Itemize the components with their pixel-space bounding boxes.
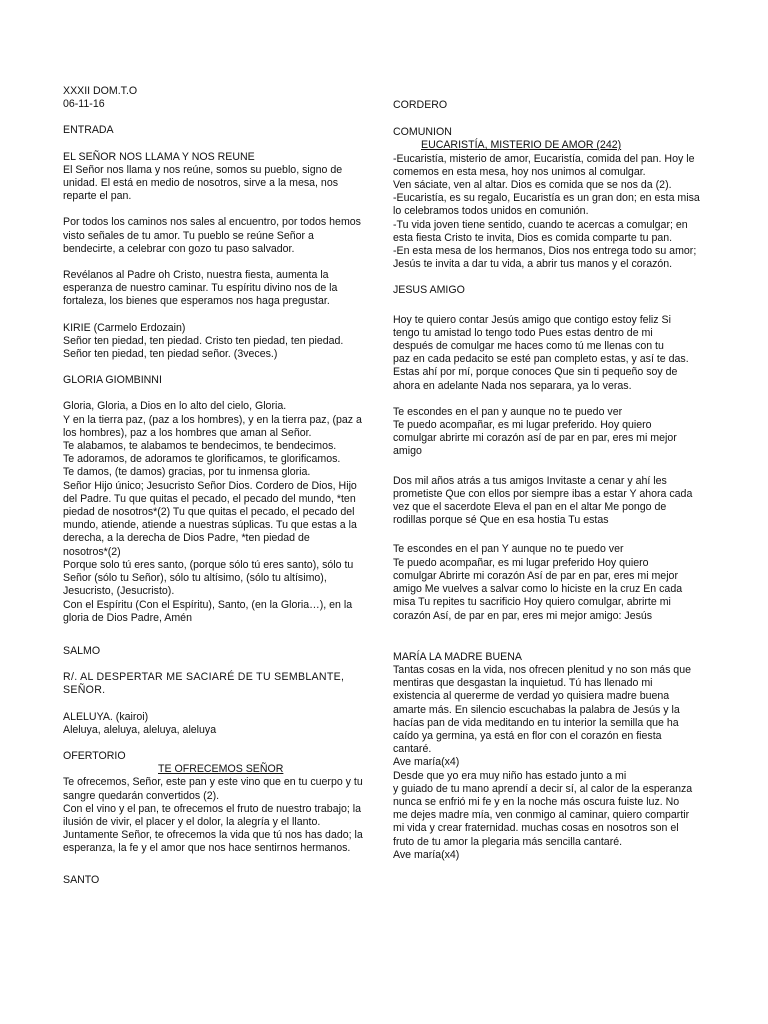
salmo-response: R/. AL DESPERTAR ME SACIARÉ DE TU SEMBLANTE,: [63, 671, 345, 684]
section-ofertorio: [63, 750, 371, 856]
text-line: El Señor nos llama y nos reúne, somos su pueblo, signo de: [63, 163, 343, 176]
text-line: Juntamente Señor, te ofrecemos la vida que tú nos has dado; la: [63, 829, 363, 842]
text-line: sangre quedarán convertidos (2).: [63, 789, 220, 802]
text-line: ilusión de vivir, el placer y el dolor, la alegría y el llanto.: [63, 815, 321, 828]
text-line: del Padre. Tu que quitas el pecado, el pecado del mundo, *ten: [63, 492, 356, 505]
section-cordero: [393, 99, 705, 112]
text-line: caído ya germina, ya está en flor con el corazón en fiesta: [393, 729, 662, 742]
text-line: derecha, a la derecha de Dios Padre, *ten piedad de: [63, 532, 310, 545]
text-line: mentiras que desgastan la inquietud. Tú has llenado mi: [393, 677, 653, 690]
text-line: -En esta mesa de los hermanos, Dios nos entrega todo su amor;: [393, 245, 697, 258]
maria-refrain: Ave maría(x4): [393, 756, 460, 769]
text-line: piedad de nosotros*(2) Tu que quitas el pecado, el pecado del: [63, 506, 355, 519]
text-line: los hombres), paz a los hombres que aman al Señor.: [63, 426, 312, 439]
aleluya-title: ALELUYA. (kairoi): [63, 710, 149, 723]
text-line: Jesús te invita a dar tu vida, a abrir tus manos y el corazón.: [393, 258, 673, 271]
text-line: Te puedo acompañar, es mi lugar preferido Hoy quiero: [393, 556, 649, 569]
text-line: Desde que yo era muy niño has estado junto a mi: [393, 769, 627, 782]
text-line: mi vida y crear fraternidad. muchas cosas en nosotros son el: [393, 822, 679, 835]
text-line: -Eucaristía, misterio de amor, Eucaristía, comida del pan. Hoy le: [393, 152, 695, 165]
text-line: Con el Espíritu (Con el Espíritu), Santo, (en la Gloria…), en la: [63, 598, 353, 611]
text-line: Porque solo tú eres santo, (porque sólo tú eres santo), sólo tu: [63, 558, 354, 571]
section-entrada-label: [63, 124, 371, 137]
text-line: bendecirte, a celebrar con gozo tu paso salvador.: [63, 242, 295, 255]
text-line: reparte el pan.: [63, 190, 132, 203]
comunion-label: COMUNION: [393, 126, 452, 139]
entrada-song-title: EL SEÑOR NOS LLAMA Y NOS REUNE: [63, 150, 255, 163]
text-line: esta fiesta Cristo te invita, Dios es comida comparte tu pan.: [393, 231, 673, 244]
text-line: Revélanos al Padre oh Cristo, nuestra fiesta, aumenta la: [63, 269, 329, 282]
text-line: hacías pan de vida meditando en tu interior la semilla que ha: [393, 716, 679, 729]
comunion-song-title: EUCARISTÍA, MISTERIO DE AMOR (242): [421, 139, 622, 152]
text-line: Jesucristo, (Jesucristo).: [63, 585, 175, 598]
text-line: Con el vino y el pan, te ofrecemos el fruto de nuestro trabajo; la: [63, 802, 361, 815]
text-line: lo celebramos todos unidos en comunión.: [393, 205, 589, 218]
text-line: comulgar Abrirte mi corazón Así de par en par, eres mi mejor: [393, 569, 678, 582]
text-line: comulgar abrirte mi corazón así de par en par, eres mi mejor: [393, 432, 677, 445]
kirie-title: KIRIE (Carmelo Erdozain): [63, 321, 186, 334]
text-line: fruto de tu amor la plegaria más sencilla cantaré.: [393, 835, 623, 848]
left-column: [63, 85, 371, 900]
text-line: mundo, atiende, atiende a nuestras súplicas. Tu que estas a la: [63, 519, 357, 532]
ofertorio-label: OFERTORIO: [63, 749, 126, 762]
text-line: Dos mil años atrás a tus amigos Invitaste a cenar y ahí les: [393, 474, 667, 487]
text-line: tengo tu amistad lo tengo todo Pues estas dentro de mi: [393, 326, 653, 339]
liturgy-date: 06-11-16: [63, 98, 105, 111]
salmo-label: SALMO: [63, 644, 101, 657]
text-line: nosotros*(2): [63, 545, 121, 558]
text-line: Te ofrecemos, Señor, este pan y este vino que en tu cuerpo y tu: [63, 776, 363, 789]
santo-label: SANTO: [63, 873, 100, 886]
text-line: después de comulgar me haces como tú me llenas con tu: [393, 340, 664, 353]
text-line: Ven sáciate, ven al altar. Dios es comida que se nos da (2).: [393, 179, 672, 192]
text-line: -Eucaristía, es su regalo, Eucaristía es un gran don; en esta misa: [393, 192, 700, 205]
text-line: Señor ten piedad, ten piedad señor. (3veces.): [63, 348, 278, 361]
text-line: Y en la tierra paz, (paz a los hombres), y en la tierra paz, (paz a: [63, 413, 362, 426]
text-line: prometiste Que con ellos por siempre ibas a estar Y ahora cada: [393, 487, 693, 500]
text-line: esperanza, la fe y el amor que nos hace sentirnos hermanos.: [63, 842, 351, 855]
entrada-stanza-2: [63, 216, 371, 256]
jesus-amigo-stanza-2: [393, 406, 705, 459]
text-line: existencia al quererme de verdad yo quisiera madre buena: [393, 690, 670, 703]
text-line: y guiado de tu mano aprendí a decir sí, al calor de la esperanza: [393, 782, 693, 795]
text-line: Te damos, (te damos) gracias, por tu inmensa gloria.: [63, 466, 311, 479]
right-column: [393, 99, 705, 862]
section-kirie: [63, 322, 371, 362]
gloria-title: GLORIA GIOMBINNI: [63, 374, 162, 387]
text-line: unidad. El está en medio de nosotros, sirve a la mesa, nos: [63, 177, 339, 190]
text-line: amigo: [393, 445, 422, 458]
text-line: vez que el sacerdote Eleva el pan en el altar Me pongo de: [393, 501, 667, 514]
text-line: Te escondes en el pan Y aunque no te puedo ver: [393, 543, 624, 556]
salmo-response-end: SEÑOR.: [63, 684, 106, 697]
section-maria: [393, 651, 705, 862]
text-line: nunca se enfrió mi fe y en la noche más oscura fuiste luz. No: [393, 795, 680, 808]
text-line: Te escondes en el pan y aunque no te puedo ver: [393, 405, 623, 418]
text-line: me dejes madre mía, ven conmigo al caminar, quiero compartir: [393, 809, 690, 822]
section-gloria-title: [63, 374, 371, 387]
text-line: paz en cada pedacito se esté pan completo estas, y así te das.: [393, 353, 689, 366]
text-line: cantaré.: [393, 743, 432, 756]
section-salmo-label: [63, 645, 371, 658]
section-salmo-response: [63, 671, 371, 697]
section-santo: [63, 874, 371, 887]
jesus-amigo-stanza-4: [393, 543, 705, 622]
entrada-stanza-1: [63, 151, 371, 204]
entrada-stanza-3: [63, 269, 371, 309]
text-line: Gloria, Gloria, a Dios en lo alto del cielo, Gloria.: [63, 400, 287, 413]
text-line: misa Tu repites tu sacrificio Hoy quiero comulgar, abrirte mi: [393, 596, 671, 609]
text-line: Señor ten piedad, ten piedad. Cristo ten piedad, ten piedad.: [63, 334, 344, 347]
document-header: [63, 85, 371, 111]
ofertorio-song-title: TE OFRECEMOS SEÑOR: [158, 763, 284, 776]
text-line: ahora en adelante Nada nos separara, ya lo veras.: [393, 379, 632, 392]
text-line: Te adoramos, de adoramos te glorificamos, te glorificamos.: [63, 453, 341, 466]
text-line: Te alabamos, te alabamos te bendecimos, te bendecimos.: [63, 440, 337, 453]
cordero-label: CORDERO: [393, 99, 448, 111]
jesus-amigo-stanza-3: [393, 475, 705, 528]
section-gloria-text: [63, 400, 371, 624]
text-line: Hoy te quiero contar Jesús amigo que contigo estoy feliz Si: [393, 313, 671, 326]
text-line: Te puedo acompañar, es mi lugar preferido. Hoy quiero: [393, 419, 652, 432]
text-line: corazón Así, de par en par, eres mi mejor amigo: Jesús: [393, 609, 653, 622]
text-line: esperanza de nuestro caminar. Tu espíritu divino nos de la: [63, 282, 338, 295]
text-line: Aleluya, aleluya, aleluya, aleluya: [63, 723, 217, 736]
maria-title: MARÍA LA MADRE BUENA: [393, 650, 522, 663]
text-line: amarte más. En silencio escuchabas la palabra de Jesús y la: [393, 703, 680, 716]
liturgy-title: XXXII DOM.T.O: [63, 85, 138, 97]
text-line: Por todos los caminos nos sales al encuentro, por todos hemos: [63, 216, 361, 229]
jesus-amigo-stanza-1: [393, 314, 705, 393]
text-line: Señor (sólo tu Señor), sólo tu altísimo, (sólo tu altísimo),: [63, 572, 327, 585]
maria-refrain: Ave maría(x4): [393, 848, 460, 861]
entrada-label: ENTRADA: [63, 124, 114, 137]
text-line: gloria de Dios Padre, Amén: [63, 611, 192, 624]
text-line: visto señales de tu amor. Tu pueblo se reúne Señor a: [63, 229, 314, 242]
text-line: fortaleza, los bienes que esperamos nos haga pregustar.: [63, 295, 330, 308]
text-line: comemos en esta mesa, hoy nos unimos al comulgar.: [393, 165, 646, 178]
section-aleluya: [63, 711, 371, 737]
text-line: Señor Hijo único; Jesucristo Señor Dios. Cordero de Dios, Hijo: [63, 479, 357, 492]
text-line: Tantas cosas en la vida, nos ofrecen plenitud y no son más que: [393, 663, 691, 676]
text-line: rodillas porque sé Que en esa hostia Tu estas: [393, 514, 609, 527]
text-line: Estas ahí por mí, porque conoces Que sin ti pequeño soy de: [393, 366, 678, 379]
jesus-amigo-title: JESUS AMIGO: [393, 284, 465, 297]
section-comunion: [393, 126, 705, 271]
text-line: amigo Me vuelves a salvar como lo hiciste en la cruz En cada: [393, 583, 683, 596]
text-line: -Tu vida joven tiene sentido, cuando te acercas a comulgar; en: [393, 218, 688, 231]
section-jesus-amigo-title: [393, 284, 705, 297]
